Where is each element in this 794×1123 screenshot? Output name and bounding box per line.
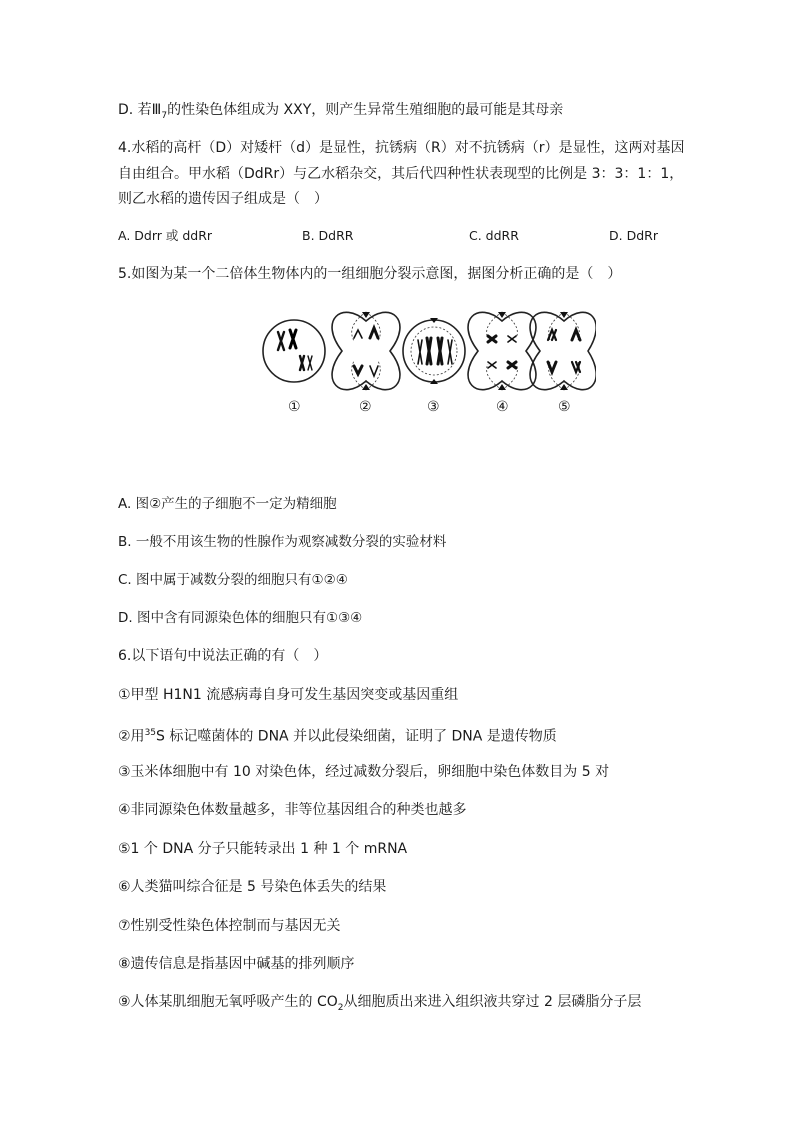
question-4-option-d: D. DdRr [609, 228, 658, 243]
question-5-option-c: C. 图中属于减数分裂的细胞只有①②④ [118, 572, 348, 588]
cell-5 [530, 312, 596, 389]
figure-label-3: ③ [427, 399, 440, 415]
statement-6: ⑥人类猫叫综合征是 5 号染色体丢失的结果 [118, 879, 387, 895]
statement-4: ④非同源染色体数量越多，非等位基因组合的种类也越多 [118, 802, 467, 818]
question-3-option-d: D. 若$Ⅲ_7$的性染色体组成为 XXY，则产生异常生殖细胞的最可能是其母亲 [118, 102, 564, 121]
statement-5: ⑤1 个 DNA 分子只能转录出 1 种 1 个 mRNA [118, 841, 408, 857]
statement-8: ⑧遗传信息是指基因中碱基的排列顺序 [118, 956, 355, 972]
figure-label-1: ① [288, 399, 301, 415]
question-5-option-b: B. 一般不用该生物的性腺作为观察减数分裂的实验材料 [118, 534, 447, 550]
statement-7: ⑦性别受性染色体控制而与基因无关 [118, 918, 341, 934]
question-5-option-d: D. 图中含有同源染色体的细胞只有①③④ [118, 610, 363, 626]
question-4-line-3: 则乙水稻的遗传因子组成是（ ） [118, 191, 328, 207]
statement-3: ③玉米体细胞中有 10 对染色体，经过减数分裂后，卵细胞中染色体数目为 5 对 [118, 764, 610, 780]
question-5-option-a: A. 图②产生的子细胞不一定为精细胞 [118, 496, 337, 512]
cell-2 [332, 312, 400, 389]
question-4-option-b: B. DdRR [302, 228, 354, 243]
question-5-stem: 5.如图为某一个二倍体生物体内的一组细胞分裂示意图，据图分析正确的是（ ） [118, 266, 622, 282]
figure-label-5: ⑤ [558, 399, 571, 415]
question-4-line-1: 4.水稻的高杆（D）对矮杆（d）是显性，抗锈病（R）对不抗锈病（r）是显性，这两对基因 [118, 140, 685, 156]
cell-3 [403, 320, 465, 382]
question-4-line-2: 自由组合。甲水稻（DdRr）与乙水稻杂交，其后代四种性状表现型的比例是 3：3：1：1， [118, 166, 684, 182]
cell-1 [263, 320, 325, 382]
question-4-option-c: C. ddRR [469, 228, 519, 243]
statement-1: ①甲型 H1N1 流感病毒自身可发生基因突变或基因重组 [118, 687, 459, 703]
statement-9: ⑨人体某肌细胞无氧呼吸产生的 $CO_2$从细胞质出来进入组织液共穿过 2 层磷脂分子层 [118, 994, 642, 1013]
question-6-stem: 6.以下语句中说法正确的有（ ） [118, 648, 328, 664]
figure-label-4: ④ [496, 399, 509, 415]
statement-2: ②用$^{35}$S 标记噬菌体的 DNA 并以此侵染细菌，证明了 DNA 是遗传物质 [118, 728, 557, 745]
cell-4 [468, 312, 536, 389]
figure-label-2: ② [359, 399, 372, 415]
question-4-option-a: A. Ddrr 或 ddRr [118, 228, 213, 243]
